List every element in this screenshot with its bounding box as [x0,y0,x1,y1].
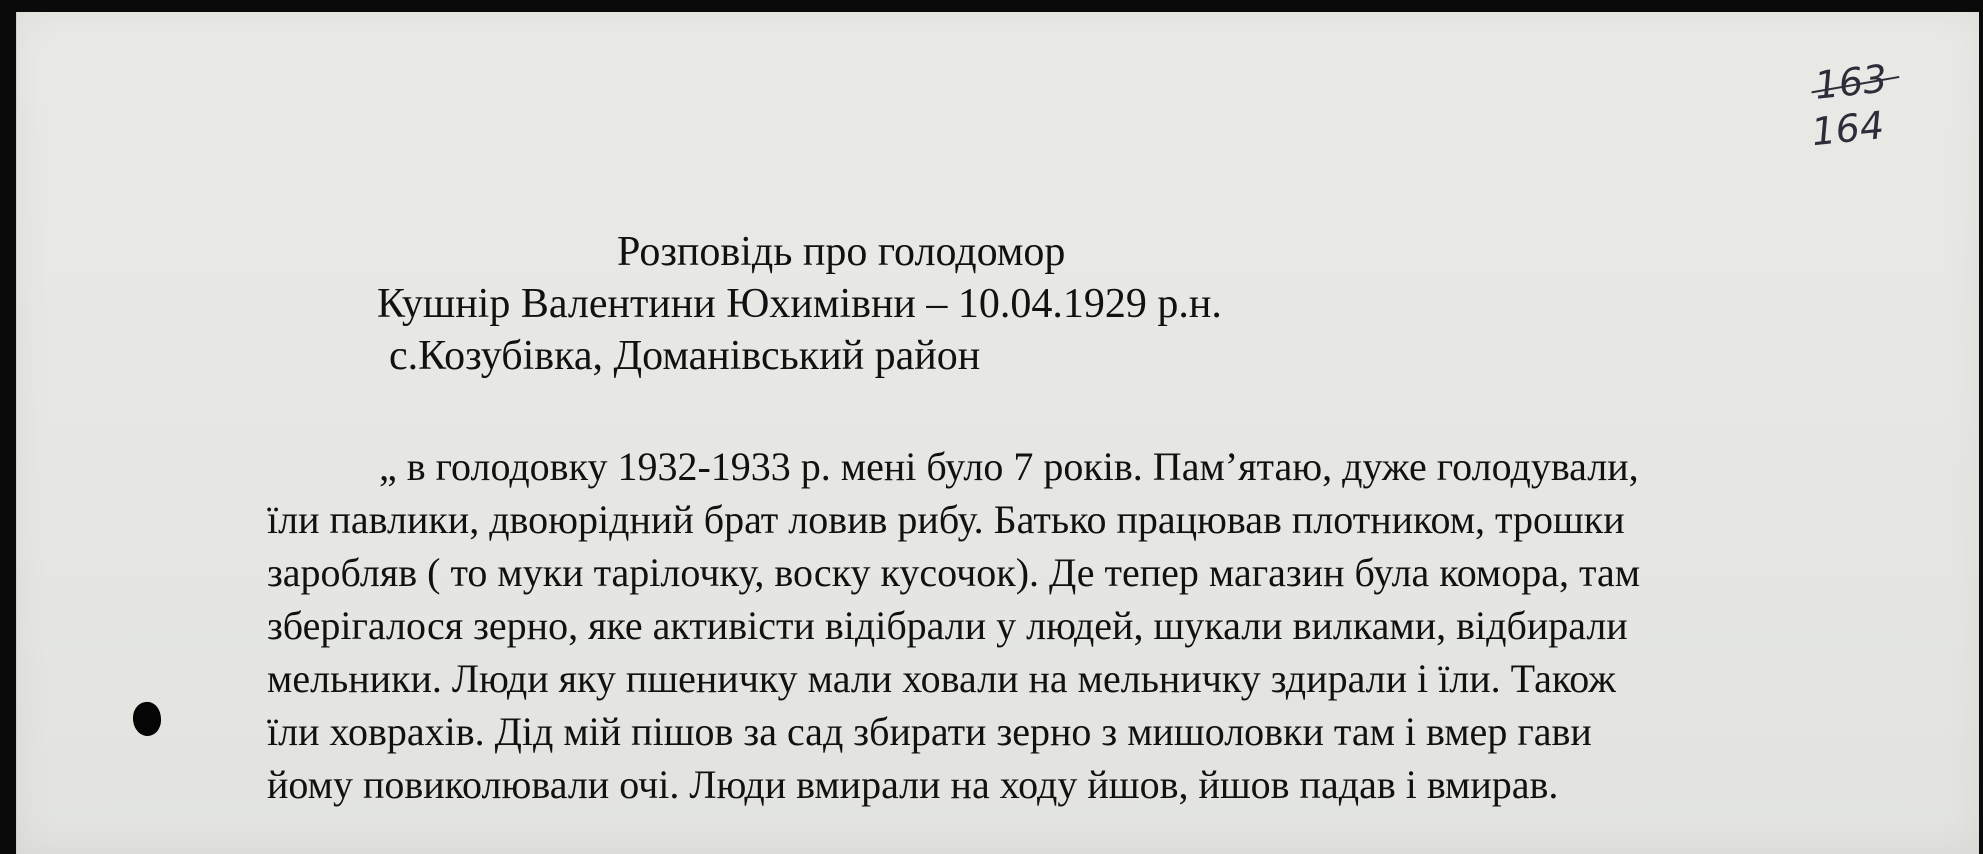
text-line: йому повиколювали очі. Люди вмирали на ходу йшов, йшов падав і вмирав. [267,762,1559,807]
heading-person: Кушнір Валентини Юхимівни – 10.04.1929 р.н. [377,281,1222,327]
page-number [1809,56,1894,155]
heading-title: Розповідь про голодомор [617,229,1066,275]
document-heading [377,226,1377,382]
page-number-current: 164 [1809,103,1887,155]
testimony-text [267,440,1847,811]
text-line: їли ховрахів. Дід мій пішов за сад збирати зерно з мишоловки там і вмер гави [267,709,1592,754]
text-line: „ в голодовку 1932-1933 р. мені було 7 років. Пам’ятаю, дуже голодували, [379,444,1639,489]
document-sheet [16,12,1979,854]
text-line: зберігалося зерно, яке активісти відібрали у людей, шукали вилками, відбирали [267,603,1628,648]
heading-location: с.Козубівка, Доманівський район [389,333,981,379]
punch-hole [131,700,163,738]
text-line: мельники. Люди яку пшеничку мали ховали на мельничку здирали і їли. Також [267,656,1616,701]
text-line: заробляв ( то муки тарілочку, воску кусочок). Де тепер магазин була комора, там [267,550,1641,595]
page-number-crossed-out: 163 [1812,56,1890,108]
text-line: їли павлики, двоюрідний брат ловив рибу. Батько працював плотником, трошки [267,497,1625,542]
